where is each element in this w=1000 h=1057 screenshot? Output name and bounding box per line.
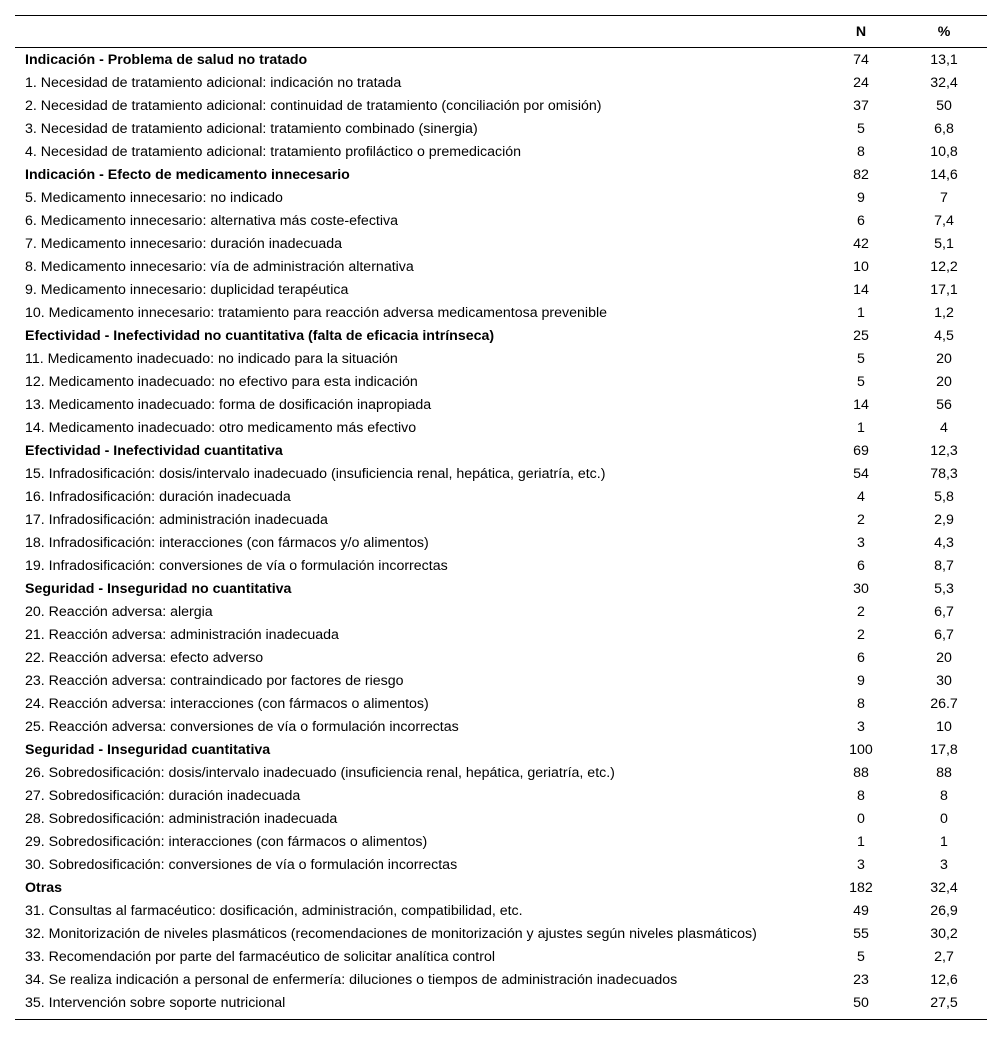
table-row [15,624,987,647]
row-percent-value: 1,2 [934,305,954,321]
row-n-value: 8 [857,696,865,712]
row-label: 30. Sobredosificación: conversiones de vía o formulación incorrectas [25,857,458,873]
row-n-value: 37 [853,98,869,114]
row-n-value: 42 [853,236,869,252]
table-row [15,509,987,532]
row-n-value: 5 [857,121,865,137]
row-label: 16. Infradosificación: duración inadecuada [25,489,291,505]
table-row [15,854,987,877]
row-n-value: 82 [853,167,869,183]
table-row [15,808,987,831]
category-label: Seguridad - Inseguridad no cuantitativa [25,581,292,597]
table-header [15,16,987,48]
table-row [15,141,987,164]
row-label: 34. Se realiza indicación a personal de enfermería: diluciones o tiempos de administración inadecuados [25,972,678,988]
table-row [15,762,987,785]
row-percent-value: 26,9 [930,903,958,919]
row-n-value: 1 [857,420,865,436]
header-row [15,16,987,48]
table-row [15,831,987,854]
category-row [15,739,987,762]
row-percent-value: 10,8 [930,144,958,160]
row-n-value: 3 [857,719,865,735]
row-label: 12. Medicamento inadecuado: no efectivo para esta indicación [25,374,418,390]
row-label: 32. Monitorización de niveles plasmáticos (recomendaciones de monitorización y ajustes según niveles plasmáticos) [25,926,757,942]
table-row [15,900,987,923]
row-n-value: 10 [853,259,869,275]
row-label: 14. Medicamento inadecuado: otro medicamento más efectivo [25,420,417,436]
row-percent-value: 12,3 [930,443,958,459]
table-body [15,48,987,1020]
row-n-value: 25 [853,328,869,344]
row-label: 27. Sobredosificación: duración inadecuada [25,788,301,804]
table-row [15,256,987,279]
row-n-value: 50 [821,992,901,1020]
row-n-value: 4 [857,489,865,505]
row-label: 21. Reacción adversa: administración inadecuada [25,627,339,643]
row-label: 19. Infradosificación: conversiones de vía o formulación incorrectas [25,558,448,574]
row-n-value: 6 [857,650,865,666]
row-label: 18. Infradosificación: interacciones (con fármacos y/o alimentos) [25,535,429,551]
row-n-value: 55 [853,926,869,942]
table-row [15,670,987,693]
row-label: 23. Reacción adversa: contraindicado por factores de riesgo [25,673,404,689]
row-n-value: 5 [857,351,865,367]
row-percent-value: 3 [940,857,948,873]
table-row [15,969,987,992]
row-label: 5. Medicamento innecesario: no indicado [25,190,283,206]
category-row [15,440,987,463]
row-label: 9. Medicamento innecesario: duplicidad terapéutica [25,282,349,298]
table-row [15,785,987,808]
row-n-value: 5 [857,949,865,965]
table-row [15,647,987,670]
row-percent-value: 30,2 [930,926,958,942]
header-label [15,16,821,48]
row-label: 3. Necesidad de tratamiento adicional: tratamiento combinado (sinergia) [25,121,478,137]
table-row [15,601,987,624]
row-percent-value: 4,3 [934,535,954,551]
row-percent-value: 27,5 [901,992,987,1020]
row-n-value: 1 [857,834,865,850]
row-percent-value: 5,8 [934,489,954,505]
table-row [15,210,987,233]
row-percent-value: 56 [936,397,952,413]
row-percent-value: 12,2 [930,259,958,275]
row-n-value: 3 [857,857,865,873]
table-row [15,187,987,210]
row-label: 13. Medicamento inadecuado: forma de dosificación inapropiada [25,397,432,413]
table-row [15,95,987,118]
header-n: N [821,16,901,48]
row-n-value: 23 [853,972,869,988]
row-percent-value: 1 [940,834,948,850]
row-n-value: 30 [853,581,869,597]
row-n-value: 49 [853,903,869,919]
row-n-value: 54 [853,466,869,482]
row-label: 4. Necesidad de tratamiento adicional: tratamiento profiláctico o premedicación [25,144,522,160]
row-n-value: 0 [857,811,865,827]
row-label: 26. Sobredosificación: dosis/intervalo inadecuado (insuficiencia renal, hepática, geriatría, etc.) [25,765,615,781]
table-row [15,302,987,325]
row-label: 20. Reacción adversa: alergia [25,604,213,620]
row-percent-value: 2,9 [934,512,954,528]
row-label: 2. Necesidad de tratamiento adicional: continuidad de tratamiento (conciliación por omisión) [25,98,602,114]
row-n-value: 88 [853,765,869,781]
table-row [15,532,987,555]
row-n-value: 69 [853,443,869,459]
table-row [15,118,987,141]
row-n-value: 5 [857,374,865,390]
row-n-value: 9 [857,190,865,206]
row-label: 35. Intervención sobre soporte nutricional [15,992,821,1020]
row-n-value: 1 [857,305,865,321]
row-percent-value: 7,4 [934,213,954,229]
category-row [15,325,987,348]
row-percent-value: 17,8 [930,742,958,758]
row-label: 33. Recomendación por parte del farmacéutico de solicitar analítica control [25,949,496,965]
row-percent-value: 8 [940,788,948,804]
table-row [15,463,987,486]
category-label: Efectividad - Inefectividad no cuantitativa (falta de eficacia intrínseca) [25,328,495,344]
row-percent-value: 32,4 [930,75,958,91]
table-row [15,693,987,716]
table-row [15,992,987,1020]
row-label: 29. Sobredosificación: interacciones (con fármacos o alimentos) [25,834,428,850]
row-n-value: 14 [853,397,869,413]
row-n-value: 8 [857,144,865,160]
row-n-value: 3 [857,535,865,551]
row-percent-value: 0 [940,811,948,827]
row-label: 6. Medicamento innecesario: alternativa más coste-efectiva [25,213,398,229]
row-percent-value: 14,6 [930,167,958,183]
row-percent-value: 78,3 [930,466,958,482]
category-label: Otras [25,880,63,896]
row-n-value: 6 [857,213,865,229]
table-row [15,946,987,969]
row-percent-value: 50 [936,98,952,114]
row-percent-value: 8,7 [934,558,954,574]
row-percent-value: 17,1 [930,282,958,298]
table-row [15,394,987,417]
table-row [15,923,987,946]
row-n-value: 24 [853,75,869,91]
row-percent-value: 2,7 [934,949,954,965]
row-n-value: 100 [849,742,873,758]
row-n-value: 182 [849,880,873,896]
row-percent-value: 12,6 [930,972,958,988]
row-percent-value: 6,8 [934,121,954,137]
row-label: 28. Sobredosificación: administración inadecuada [25,811,338,827]
pharmacy-interventions-table [15,15,987,1020]
row-n-value: 2 [857,627,865,643]
table-row [15,279,987,302]
row-percent-value: 4,5 [934,328,954,344]
table-row [15,371,987,394]
row-n-value: 74 [853,52,869,68]
row-label: 25. Reacción adversa: conversiones de vía o formulación incorrectas [25,719,459,735]
category-row [15,578,987,601]
row-percent-value: 6,7 [934,604,954,620]
category-row [15,164,987,187]
row-n-value: 14 [853,282,869,298]
header-percent: % [901,16,987,48]
category-label: Indicación - Problema de salud no tratado [25,52,308,68]
row-percent-value: 7 [940,190,948,206]
row-label: 11. Medicamento inadecuado: no indicado para la situación [25,351,398,367]
category-row [15,48,987,73]
row-label: 1. Necesidad de tratamiento adicional: indicación no tratada [25,75,402,91]
table-row [15,417,987,440]
row-percent-value: 20 [936,650,952,666]
row-label: 8. Medicamento innecesario: vía de administración alternativa [25,259,414,275]
table-row [15,716,987,739]
row-n-value: 6 [857,558,865,574]
row-percent-value: 88 [936,765,952,781]
table-row [15,486,987,509]
row-percent-value: 10 [936,719,952,735]
table-row [15,348,987,371]
row-label: 31. Consultas al farmacéutico: dosificación, administración, compatibilidad, etc. [25,903,523,919]
row-percent-value: 5,3 [934,581,954,597]
row-label: 22. Reacción adversa: efecto adverso [25,650,264,666]
table-row [15,233,987,256]
row-n-value: 8 [857,788,865,804]
row-percent-value: 26.7 [930,696,958,712]
category-label: Efectividad - Inefectividad cuantitativa [25,443,283,459]
row-percent-value: 4 [940,420,948,436]
row-label: 7. Medicamento innecesario: duración inadecuada [25,236,343,252]
row-percent-value: 6,7 [934,627,954,643]
row-percent-value: 5,1 [934,236,954,252]
row-n-value: 9 [857,673,865,689]
row-percent-value: 32,4 [930,880,958,896]
row-label: 10. Medicamento innecesario: tratamiento para reacción adversa medicamentosa prevenible [25,305,608,321]
category-row [15,877,987,900]
row-percent-value: 20 [936,351,952,367]
category-label: Indicación - Efecto de medicamento innecesario [25,167,350,183]
row-n-value: 2 [857,604,865,620]
table-row [15,72,987,95]
category-label: Seguridad - Inseguridad cuantitativa [25,742,271,758]
row-label: 24. Reacción adversa: interacciones (con fármacos o alimentos) [25,696,429,712]
row-percent-value: 13,1 [930,52,958,68]
table-container [15,15,987,1020]
row-n-value: 2 [857,512,865,528]
row-label: 15. Infradosificación: dosis/intervalo inadecuado (insuficiencia renal, hepática, geriatría, etc.) [25,466,606,482]
row-percent-value: 20 [936,374,952,390]
table-row [15,555,987,578]
row-percent-value: 30 [936,673,952,689]
row-label: 17. Infradosificación: administración inadecuada [25,512,328,528]
